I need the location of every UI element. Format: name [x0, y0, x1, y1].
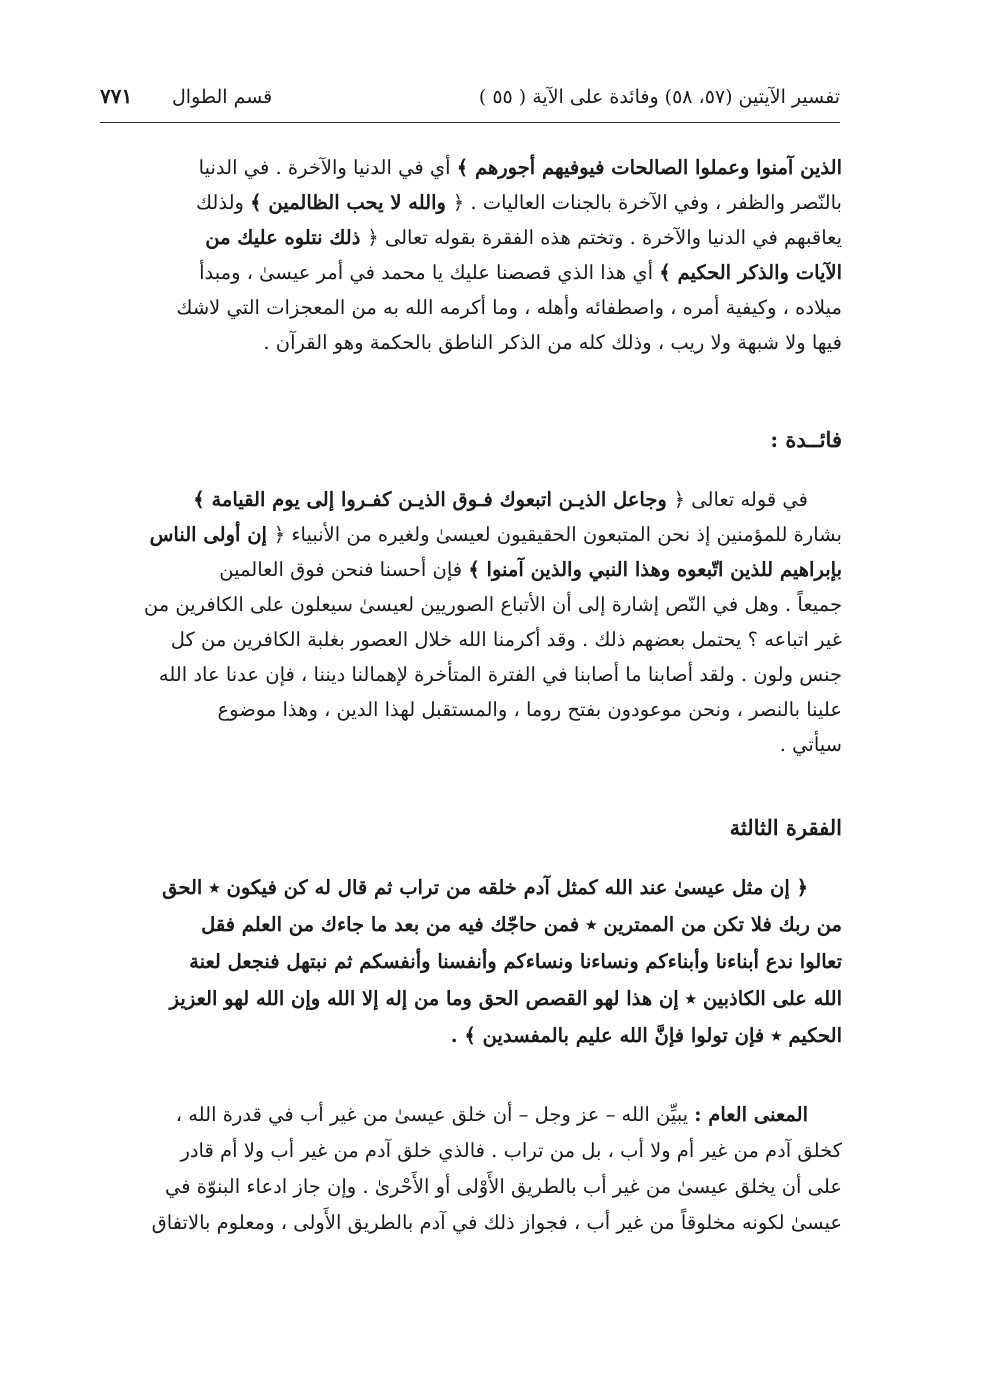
paragraph-general-meaning	[98, 1097, 842, 1241]
verse-line: من ربك فلا تكن من الممترين ٭ فمن حاجّك فيه من بعد ما جاءك من العلم فقل	[201, 913, 842, 936]
header-chapter-title: تفسير الآيتين (٥٧، ٥٨) وفائدة على الآية ( ٥٥ )	[478, 86, 840, 108]
text-line: علينا بالنصر ، ونحن موعودون بفتح روما ، والمستقبل لهذا الدين ، وهذا موضوع	[217, 698, 842, 721]
verse-line: تعالوا ندع أبناءنا وأبناءكم ونساءنا ونساءكم وأنفسنا وأنفسكم ثم نبتهل فنجعل لعنة	[189, 950, 842, 973]
text-line: على أن يخلق عيسىٰ من غير أب بالطريق الأَوْلى أو الأَحْرىٰ . وإن جاز ادعاء البنوّة في	[164, 1175, 842, 1198]
header-rule	[100, 122, 840, 123]
page-number: ٧٧١	[100, 84, 133, 108]
text-line: في قوله تعالى ﴿ وجاعل الذيـن اتبعوك فـوق الذيـن كفـروا إلى يوم القيامة ﴾	[193, 488, 808, 511]
text-line: الذين آمنوا وعملوا الصالحات فيوفيهم أجورهم ﴾ أي في الدنيا والآخرة . في الدنيا	[198, 156, 842, 179]
running-header	[100, 82, 840, 118]
paragraph-faida	[98, 482, 842, 762]
text-line: جميعاً . وهل في النّص إشارة إلى أن الأتباع الصوريين لعيسىٰ سيعلون على الكافرين من	[143, 593, 842, 616]
quran-verses	[98, 869, 842, 1054]
text-line: ميلاده ، وكيفية أمره ، واصطفائه وأهله ، وما أكرمه الله به من المعجزات التي لاشك	[176, 296, 842, 319]
header-section-name: قسم الطوال	[172, 86, 273, 108]
text-line: سيأتي .	[779, 733, 842, 756]
text-line: الآيات والذكر الحكيم ﴾ أي هذا الذي قصصنا عليك يا محمد في أمر عيسىٰ ، ومبدأ	[199, 261, 842, 284]
text-line: جنس ولون . ولقد أصابنا ما أصابنا في الفترة المتأخرة لإهمالنا ديننا ، فإن عدنا عاد الله	[158, 663, 842, 686]
verse-line: الحكيم ٭ فإن تولوا فإنَّ الله عليم بالمفسدين ﴾ .	[450, 1024, 842, 1047]
text-line: بالنّصر والظفر ، وفي الآخرة بالجنات العاليات . ﴿ والله لا يحب الظالمين ﴾ ولذلك	[195, 191, 842, 214]
paragraph-commentary	[98, 150, 842, 360]
text-line: بإبراهيم للذين اتّبعوه وهذا النبي والذين آمنوا ﴾ فإن أحسنا فنحن فوق العالمين	[219, 558, 842, 581]
heading-faida: فائــدة :	[770, 427, 842, 452]
text-line: عيسىٰ لكونه مخلوقاً من غير أب ، فجواز ذلك في آدم بالطريق الأَولى ، ومعلوم بالاتفاق	[151, 1211, 842, 1234]
verse-line: ﴿ إن مثل عيسىٰ عند الله كمثل آدم خلقه من تراب ثم قال له كن فيكون ٭ الحق	[162, 876, 808, 899]
text-line: يعاقبهم في الدنيا والآخرة . وتختم هذه الفقرة بقوله تعالى ﴿ ذلك نتلوه عليك من	[205, 226, 842, 249]
text-line: كخلق آدم من غير أم ولا أب ، بل من تراب . فالذي خلق آدم من غير أب ولا أم قادر	[180, 1139, 842, 1162]
text-line: بشارة للمؤمنين إذ نحن المتبعون الحقيقيون لعيسىٰ ولغيره من الأنبياء ﴿ إن أولى الناس	[149, 523, 842, 546]
text-line: فيها ولا شبهة ولا ريب ، وذلك كله من الذكر الناطق بالحكمة وهو القرآن .	[263, 331, 842, 354]
text-line: غير اتباعه ؟ يحتمل بعضهم ذلك . وقد أكرمنا الله خلال العصور بغلبة الكافرين من كل	[170, 628, 842, 651]
heading-third-section: الفقرة الثالثة	[729, 815, 842, 840]
text-line: المعنى العام : يبيِّن الله – عز وجل – أن خلق عيسىٰ من غير أب في قدرة الله ،	[175, 1103, 808, 1126]
verse-line: الله على الكاذبين ٭ إن هذا لهو القصص الحق وما من إله إلا الله وإن الله لهو العزيز	[169, 987, 842, 1010]
